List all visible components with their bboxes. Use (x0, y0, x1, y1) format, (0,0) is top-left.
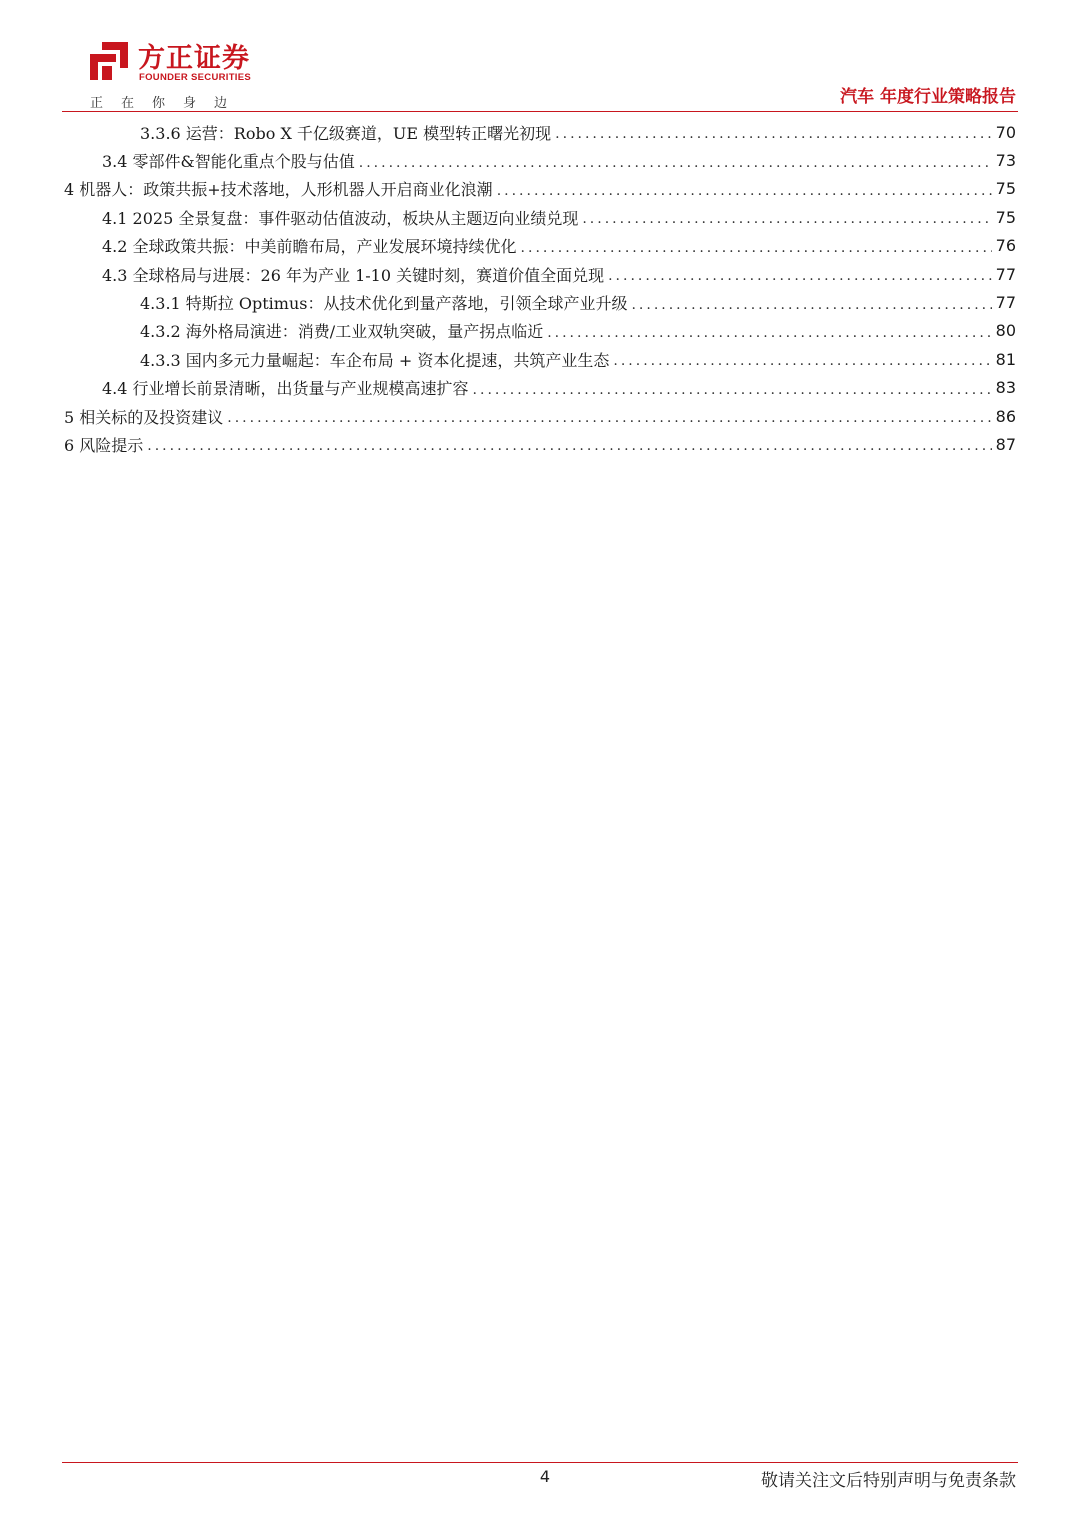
logo-chinese-name: 方正证券 (138, 43, 250, 74)
toc-entry[interactable] (62, 430, 1016, 458)
page-header (62, 32, 1018, 112)
toc-entry-page: 76 (995, 236, 1016, 256)
toc-entry[interactable] (62, 402, 1016, 430)
header-divider (62, 111, 1018, 112)
toc-entry-label: 4.3 全球格局与进展：26 年为产业 1-10 关键时刻，赛道价值全面兑现 (102, 265, 605, 285)
toc-entry-label: 3.4 零部件&智能化重点个股与估值 (102, 152, 355, 172)
toc-dot-leader (147, 438, 991, 454)
toc-entry-page: 77 (995, 293, 1016, 313)
toc-entry-page: 75 (995, 179, 1016, 199)
toc-dot-leader (555, 126, 991, 142)
toc-dot-leader (473, 382, 992, 398)
toc-entry-label: 6 风险提示 (64, 435, 144, 455)
footer-divider (62, 1462, 1018, 1463)
toc-dot-leader (582, 211, 991, 227)
toc-entry-page: 75 (995, 207, 1016, 227)
toc-dot-leader (497, 183, 992, 199)
toc-entry-page: 73 (995, 151, 1016, 171)
toc-entry[interactable] (62, 317, 1016, 345)
toc-dot-leader (631, 297, 991, 313)
toc-entry-page: 70 (995, 122, 1016, 142)
toc-entry-page: 83 (995, 378, 1016, 398)
toc-entry-page: 80 (995, 321, 1016, 341)
toc-entry[interactable] (62, 146, 1016, 174)
page-number: 4 (539, 1467, 551, 1486)
toc-dot-leader (608, 268, 992, 284)
toc-entry-page: 87 (995, 434, 1016, 454)
toc-entry-label: 4.2 全球政策共振：中美前瞻布局，产业发展环境持续优化 (102, 237, 517, 257)
report-title: 汽车 年度行业策略报告 (840, 87, 1016, 107)
toc-entry-label: 5 相关标的及投资建议 (64, 407, 224, 427)
toc-entry[interactable] (62, 232, 1016, 260)
toc-entry-label: 4.3.3 国内多元力量崛起：车企布局 + 资本化提速，共筑产业生态 (140, 350, 610, 370)
footer-disclaimer: 敬请关注文后特别声明与免责条款 (761, 1471, 1016, 1491)
toc-entry-page: 77 (995, 264, 1016, 284)
toc-entry[interactable] (62, 175, 1016, 203)
toc-entry-label: 4 机器人：政策共振+技术落地，人形机器人开启商业化浪潮 (64, 180, 493, 200)
toc-dot-leader (613, 353, 991, 369)
toc-entry[interactable] (62, 260, 1016, 288)
toc-entry-label: 4.3.2 海外格局演进：消费/工业双轨突破，量产拐点临近 (140, 322, 544, 342)
logo-slogan: 正在你身边 (90, 96, 246, 111)
founder-logo-icon (88, 40, 130, 82)
toc-entry-label: 4.3.1 特斯拉 Optimus：从技术优化到量产落地，引领全球产业升级 (140, 294, 628, 314)
toc-entry[interactable] (62, 345, 1016, 373)
toc-entry-label: 4.1 2025 全景复盘：事件驱动估值波动，板块从主题迈向业绩兑现 (102, 208, 579, 228)
logo-english-name: FOUNDER SECURITIES (139, 72, 252, 83)
toc-dot-leader (227, 410, 991, 426)
toc-entry-page: 81 (995, 349, 1016, 369)
toc-dot-leader (521, 240, 992, 256)
toc-entry-label: 3.3.6 运营：Robo X 千亿级赛道，UE 模型转正曙光初现 (140, 123, 552, 143)
toc-dot-leader (547, 325, 991, 341)
toc-entry-label: 4.4 行业增长前景清晰，出货量与产业规模高速扩容 (102, 379, 469, 399)
table-of-contents (62, 118, 1016, 459)
toc-entry[interactable] (62, 288, 1016, 316)
toc-entry[interactable] (62, 118, 1016, 146)
toc-entry[interactable] (62, 203, 1016, 231)
toc-entry-page: 86 (995, 406, 1016, 426)
toc-entry[interactable] (62, 374, 1016, 402)
toc-dot-leader (359, 155, 992, 171)
